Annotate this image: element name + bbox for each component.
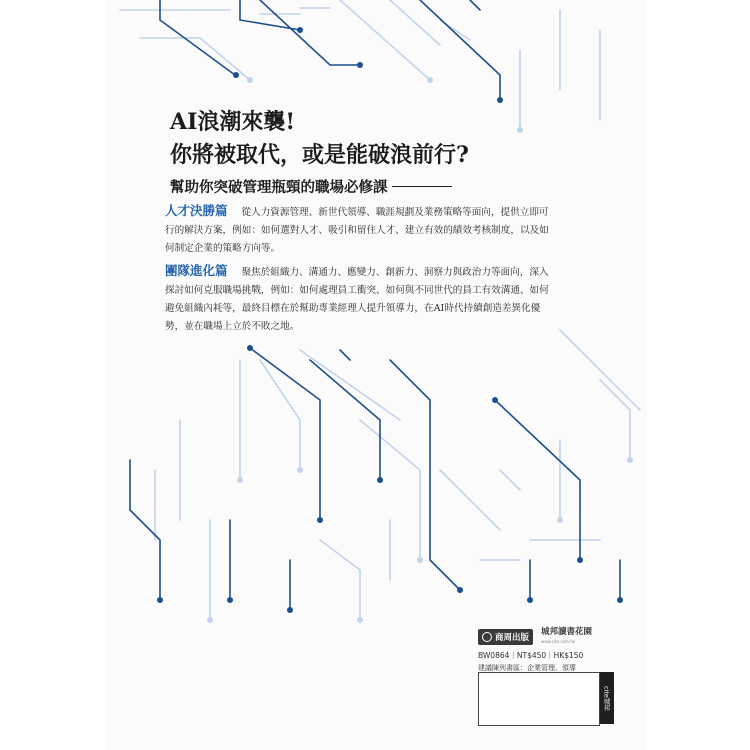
publisher-logos bbox=[478, 628, 630, 646]
section-talent bbox=[165, 202, 550, 258]
headline-line-1: AI浪潮來襲! bbox=[170, 109, 296, 135]
headline bbox=[170, 108, 469, 170]
headline-line-2: 你將被取代，或是能破浪前行? bbox=[170, 142, 469, 168]
subheading-rule bbox=[392, 186, 452, 187]
bookstore-logo: 城邦讀書花園 www.cite.com.tw bbox=[541, 627, 593, 644]
barcode-placeholder bbox=[478, 672, 600, 726]
section-team bbox=[165, 262, 550, 336]
section-title: 人才決勝篇 bbox=[165, 203, 228, 218]
cite-side-logo: cite城邦 bbox=[600, 672, 614, 724]
publisher-logo-icon bbox=[482, 632, 492, 642]
section-body: 聚焦於組織力、溝通力、應變力、創新力、洞察力與政治力等面向，深入探討如何克服職場挑戰，例如：如何處理員工衝突、如何與不同世代的員工有效溝通、如何避免組織內耗等，最終目標在於幫助專業經理人提升領導力，在AI時代持續創造差異化優勢，並在職場上立於不敗之地。 bbox=[165, 267, 549, 332]
price-line: BW0864｜NT$450｜HK$150 bbox=[478, 651, 584, 660]
section-title: 團隊進化篇 bbox=[165, 263, 228, 278]
subheading bbox=[170, 176, 452, 197]
shelf-category: 建議陳列書區：企業管理、領導 bbox=[478, 664, 576, 672]
publisher-info bbox=[478, 628, 630, 673]
section-body: 從人力資源管理、新世代領導、職涯規劃及業務策略等面向，提供立即可行的解決方案，例如：如何選對人才、吸引和留住人才、建立有效的績效考核制度，以及如何制定企業的策略方向等。 bbox=[165, 207, 549, 254]
subheading-text: 幫助你突破管理瓶頸的職場必修課 bbox=[170, 180, 388, 196]
publisher-logo: 商周出版 bbox=[478, 629, 533, 645]
